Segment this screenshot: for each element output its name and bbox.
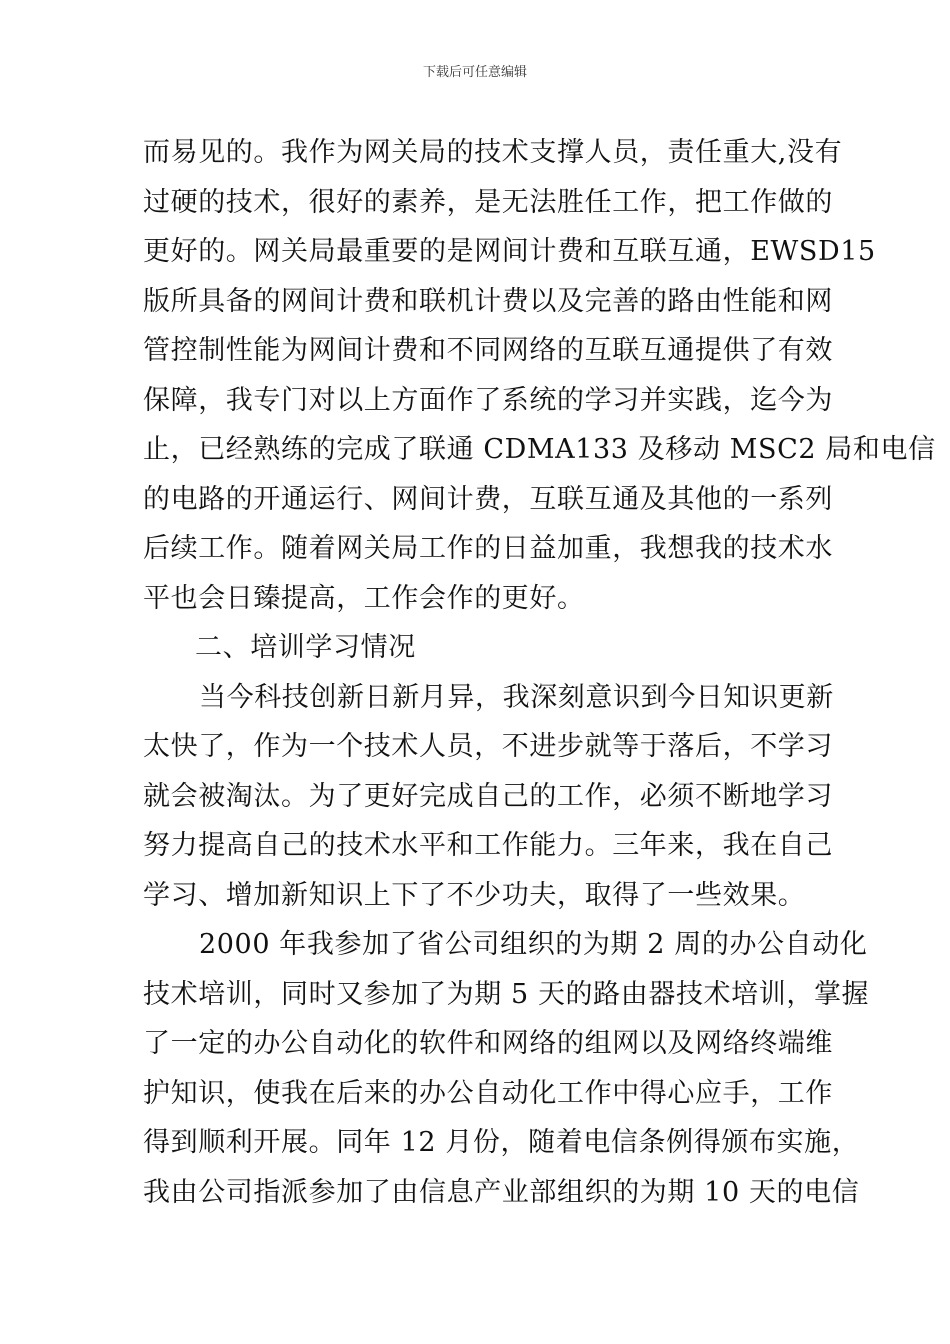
text-line: 止，已经熟练的完成了联通 CDMA133 及移动 MSC2 局和电信 (143, 434, 936, 465)
text-line: 后续工作。随着网关局工作的日益加重，我想我的技术水 (143, 533, 833, 564)
text-line: 平也会日臻提高，工作会作的更好。 (143, 582, 585, 614)
text-line: 而易见的。我作为网关局的技术支撑人员，责任重大,没有 (143, 137, 843, 168)
text-line: 就会被淘汰。为了更好完成自己的工作，必须不断地学习 (143, 780, 833, 812)
text-line: 得到顺利开展。同年 12 月份，随着电信条例得颁布实施， (143, 1127, 860, 1158)
section-heading: 二、培训学习情况 (195, 632, 416, 663)
text-line: 太快了，作为一个技术人员，不进步就等于落后，不学习 (143, 731, 833, 762)
text-line: 过硬的技术，很好的素养，是无法胜任工作，把工作做的 (143, 186, 833, 218)
text-line: 护知识，使我在后来的办公自动化工作中得心应手，工作 (143, 1077, 833, 1109)
text-line: 2000 年我参加了省公司组织的为期 2 周的办公自动化 (199, 929, 868, 960)
text-line: 管控制性能为网间计费和不同网络的互联互通提供了有效 (143, 335, 833, 366)
text-line: 了一定的办公自动化的软件和网络的组网以及网络终端维 (143, 1028, 833, 1059)
text-line: 技术培训，同时又参加了为期 5 天的路由器技术培训，掌握 (143, 978, 870, 1010)
page-header: 下载后可任意编辑 (422, 65, 527, 80)
text-line: 当今科技创新日新月异，我深刻意识到今日知识更新 (199, 681, 834, 713)
text-line: 更好的。网关局最重要的是网间计费和互联互通，EWSD15 (143, 236, 876, 267)
document-body (143, 128, 936, 1217)
text-line: 努力提高自己的技术水平和工作能力。三年来，我在自己 (143, 830, 833, 861)
text-line: 版所具备的网间计费和联机计费以及完善的路由性能和网 (143, 285, 833, 317)
text-line: 学习、增加新知识上下了不少功夫，取得了一些效果。 (143, 879, 806, 911)
text-line: 的电路的开通运行、网间计费，互联互通及其他的一系列 (143, 483, 833, 515)
text-line: 我由公司指派参加了由信息产业部组织的为期 10 天的电信 (143, 1176, 860, 1208)
text-line: 保障，我专门对以上方面作了系统的学习并实践，迄今为 (143, 384, 833, 416)
